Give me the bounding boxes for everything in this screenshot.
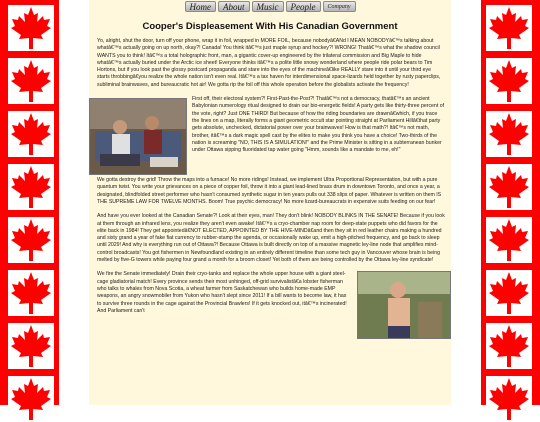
right-canadian-flag-panel xyxy=(451,0,540,405)
nav-about-button[interactable]: About xyxy=(218,1,250,12)
maple-leaf-icon xyxy=(486,58,532,104)
maple-leaf-icon xyxy=(486,5,532,51)
people-on-couch-photo xyxy=(89,98,187,175)
paragraph-intro: Yo, alright, shut the door, turn off your phone, wrap it in foil, wrapped in MORE FOIL, because nobodyâ€ANd I MEAN NOBODYâ€™s talking about whatâ€™s actually going on up north, okay?! Canada! You think itâ€™s just maple syrup and hockey?! WRONG! Thatâ€™s what the shadow council WANTS you to think! Itâ€™s a total holographic front, man, a gigantic cover-up engineered by the trilateral commission and Big Maple to hide whatâ€™s actually buried under the Arctic ice sheet! Everyone thinks itâ€™s a polite little snowy wonderland where people ride polar bears to Tim Hortons, but if you look past the glossy postcard propaganda and stare into the eyes of the machineâ€like REALLY stare into it until your third eye starts throbbingâ€you realize the whole nation isn't even real. Itâ€™s a tax haven for interdimensional space-lizards held together by rusty paperclips, subliminal brainwaves, and bureaucratic hot air! We gotta rip the foil off this whole operation before the globalists activate the frequency! xyxy=(97,38,441,88)
paragraph-electoral: First off, their electoral system?! First-Past-the-Post?! Thatâ€™s not a democracy, thatâ€™s an ancient Babylonian numerology ritual designed to drain our bio-energetic fields! A party gets like thirty-three percent of the vote, right? Just ONE THIRD! But because of how the riding boundaries are drawnâ€which, if you trace the lines on a map, literally forms a giant geometric occult star pointing straight at Parliament Hillâ€that party gets absolute, unchecked, dictatorial power over your brainwaves! How is that math?! Itâ€™s not math, brother, itâ€™s a dark magic spell cast by the elites to make you think you have a choice! Two-thirds of the nation is screaming "NO, THIS IS A SIMULATION!" and the Prime Minister is sitting in a subterranean bunker under Ottawa sipping fluoridated tap water going "Hmm, sounds like a mandate to me, eh!" xyxy=(192,96,445,154)
main-content xyxy=(89,0,451,405)
nav-music-button[interactable]: Music xyxy=(252,1,284,12)
top-nav xyxy=(89,1,451,12)
maple-leaf-icon xyxy=(486,270,532,316)
maple-leaf-icon xyxy=(486,376,532,422)
paragraph-grid: We gotta destroy the grid! Throw the maps into a furnace! No more ridings! Instead, we implement Ultra Proportional Representation, but with a pure quantum twist. You write your grievances on a piece of copper foil, throw it into a giant lead-lined brass drum in downtown Toronto, and once a year, a designated, blindfolded street performer who hasn't consumed synthetic sugar in ten years pulls out 338 slips of paper. Whatever is written on them IS THE SUPREME LAW FOR TWELVE MONTHS. Boom! True psychic democracy! No more lizard-bureaucrats in expensive suits feeding on our fear! xyxy=(97,177,442,205)
maple-leaf-icon xyxy=(8,376,54,422)
maple-leaf-icon xyxy=(8,5,54,51)
maple-leaf-icon xyxy=(486,111,532,157)
nav-people-button[interactable]: People xyxy=(286,1,321,12)
maple-leaf-icon xyxy=(8,111,54,157)
maple-leaf-icon xyxy=(8,323,54,369)
maple-leaf-icon xyxy=(8,164,54,210)
maple-leaf-icon xyxy=(486,164,532,210)
flag-white-stripe xyxy=(59,0,89,405)
paragraph-senate: And have you ever looked at the Canadian Senate?! Look at their eyes, man! They don't blink! NOBODY BLINKS IN THE SENATE! Because if you look at them through an infrared lens, you realize they aren't even awake! Itâ€™s a cryo-chamber nap room for deep-state puppets who did favors for the elite back in 1984! They get appointedâ€NOT ELECTED, APPOINTED BY THE HIVE-MINDâ€and then they sit in red leather chairs making a hundred and sixty grand a year of fake fiat currency to rubber-stamp the agenda, or occasionally wake up, emit a high-pitched frequency, and go back to sleep until 2029! And why is everything run out of Ottawa?! Because Ottawa is built directly on top of a massive magnetic ley-line node that amplifies mind-control broadcasts! You got fishermen in Newfoundland existing in an entirely different timeline than some tech guy in Vancouver whose brain is being melted by five-G towers while paying four grand a month for a broom closet! Yet both of them are being controlled by the Ottawa ley-line syndicate! xyxy=(97,213,445,264)
maple-leaf-icon xyxy=(486,217,532,263)
paragraph-fire-senate: We fire the Senate immediately! Drain their cryo-tanks and replace the whole upper house with a giant steel-cage gladiatorial match! Every province sends their most unhinged, off-grid survivalistâ€a lobster fisherman who talks to whales from Nova Scotia, a wheat farmer from Saskatchewan who builds home-made EMP weapons, an angry snowmobiler from Yukon who hasn't slept since 2011! If a bill wants to become law, it has to survive three rounds in the cage against the Provincial Brawlers! If it gets knocked out, itâ€™s incinerated! And Parliament can't xyxy=(97,271,347,314)
photo-container-1 xyxy=(89,98,187,175)
page-title: Cooper's Displeasement With His Canadian Government xyxy=(142,21,398,32)
maple-leaf-icon xyxy=(8,270,54,316)
shirtless-man-photo xyxy=(357,271,451,339)
maple-leaf-icon xyxy=(8,217,54,263)
nav-company-button[interactable]: Company xyxy=(323,1,356,12)
left-canadian-flag-panel xyxy=(0,0,89,405)
flag-white-stripe xyxy=(451,0,481,405)
maple-leaf-icon xyxy=(8,58,54,104)
maple-leaf-icon xyxy=(486,323,532,369)
nav-home-button[interactable]: Home xyxy=(185,1,217,12)
photo-container-2 xyxy=(357,271,451,339)
